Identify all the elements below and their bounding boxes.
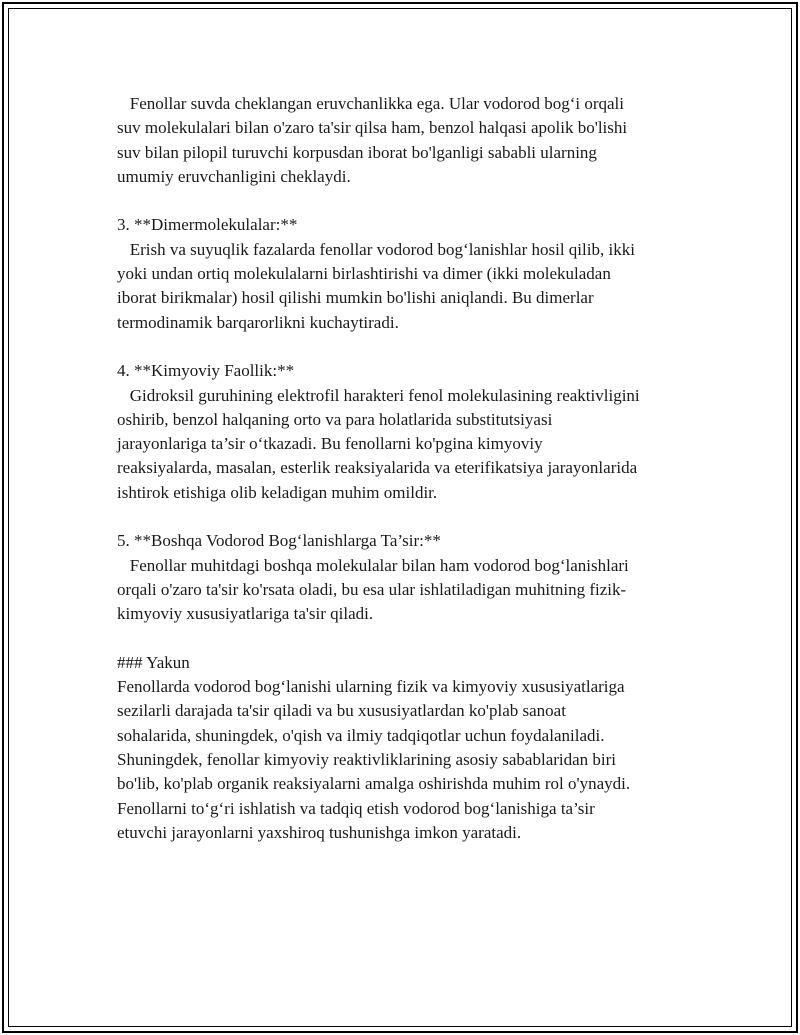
section-heading: 4. **Kimyoviy Faollik:** [117, 361, 295, 381]
text-line: etuvchi jarayonlarni yaxshiroq tushunishga imkon yaratadi. [117, 822, 522, 842]
blank-line [117, 627, 697, 651]
text-line: Fenollar suvda cheklangan eruvchanlikka ega. Ular vodorod bog‘i orqali [117, 94, 625, 113]
text-line: ishtirok etishiga olib keladigan muhim omildir. [117, 482, 438, 502]
section-heading: 3. **Dimermolekulalar:** [117, 215, 298, 235]
text-line: umumiy eruvchanligini cheklaydi. [117, 166, 351, 186]
section-chemical-activity [117, 359, 697, 505]
section-conclusion [117, 651, 697, 845]
text-line: bo'lib, ko'plab organik reaksiyalarni amalga oshirishda muhim rol o'ynaydi. [117, 774, 631, 794]
section-heading: 5. **Boshqa Vodorod Bog‘lanishlarga Ta’sir:** [117, 531, 441, 551]
text-line: Fenollar muhitdagi boshqa molekulalar bilan ham vodorod bog‘lanishlari [117, 555, 629, 575]
blank-line [117, 189, 697, 213]
text-line: yoki undan ortiq molekulalarni birlashtirishi va dimer (ikki molekuladan [117, 264, 611, 284]
blank-line [117, 335, 697, 359]
text-line: sezilarli darajada ta'sir qiladi va bu xususiyatlardan ko'plab sanoat [117, 701, 566, 721]
text-line: iborat birikmalar) hosil qilishi mumkin bo'lishi aniqlandi. Bu dimerlar [117, 288, 594, 308]
text-line: Shuningdek, fenollar kimyoviy reaktivliklarining asosiy sabablaridan biri [117, 750, 617, 770]
text-line: oshirib, benzol halqaning orto va para holatlarida substitutsiyasi [117, 409, 553, 429]
text-line: suv molekulalari bilan o'zaro ta'sir qilsa ham, benzol halqasi apolik bo'lishi [117, 118, 628, 138]
text-line: Fenollarni to‘g‘ri ishlatish va tadqiq etish vodorod bog‘lanishiga ta’sir [117, 798, 595, 818]
text-line: kimyoviy xususiyatlariga ta'sir qiladi. [117, 604, 374, 624]
blank-line [117, 505, 697, 529]
section-dimer-molecules [117, 213, 697, 334]
text-line: reaksiyalarda, masalan, esterlik reaksiyalarida va eterifikatsiya jarayonlarida [117, 458, 638, 478]
section-other-hydrogen-bonds [117, 529, 697, 626]
text-line: orqali o'zaro ta'sir ko'rsata oladi, bu esa ular ishlatiladigan muhitning fizik- [117, 579, 627, 599]
text-line: jarayonlariga ta’sir o‘tkazadi. Bu fenollarni ko'pgina kimyoviy [117, 434, 543, 454]
document-body [117, 92, 697, 845]
text-line: termodinamik barqarorlikni kuchaytiradi. [117, 312, 399, 332]
paragraph-1 [117, 92, 697, 189]
text-line: Gidroksil guruhining elektrofil harakteri fenol molekulasining reaktivligini [117, 385, 640, 405]
text-line: Fenollarda vodorod bog‘lanishi ularning fizik va kimyoviy xususiyatlariga [117, 677, 625, 697]
section-heading: ### Yakun [117, 652, 190, 672]
text-line: suv bilan pilopil turuvchi korpusdan iborat bo'lganligi sababli ularning [117, 142, 597, 162]
text-line: Erish va suyuqlik fazalarda fenollar vodorod bog‘lanishlar hosil qilib, ikki [117, 239, 635, 259]
text-line: sohalarida, shuningdek, o'qish va ilmiy tadqiqotlar uchun foydalaniladi. [117, 725, 605, 745]
